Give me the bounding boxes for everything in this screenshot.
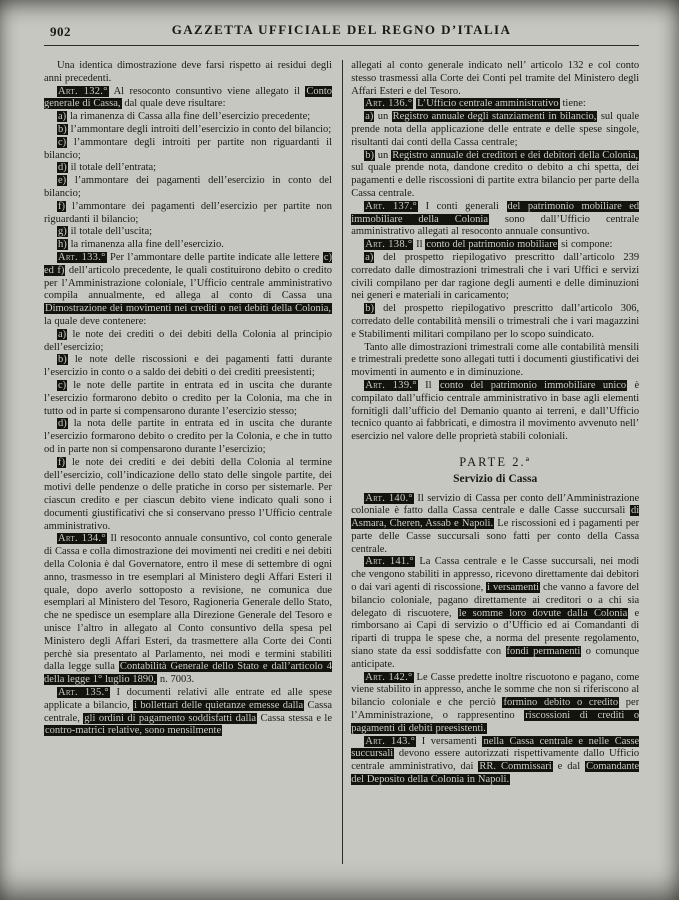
text-run: Il xyxy=(417,379,439,391)
inverted-text-run: Art. 135.° xyxy=(58,687,109,699)
inverted-text-run: a) xyxy=(58,111,67,123)
text-run: sul quale prende nota, dandone credito o debito a chi spetta, dei pagamenti e delle riscossioni di partite extra bilancio per parte della Cassa centrale. xyxy=(351,162,640,199)
text-run: PARTE 2.ª xyxy=(459,454,532,469)
text-run: Le riscossioni ed i pagamenti per parte delle Casse succursali sono fatti per conto della Cassa centrale. xyxy=(351,518,640,555)
inverted-text-run: Dimostrazione dei movimenti nei crediti o nei debiti della Colonia, xyxy=(45,303,331,315)
inverted-text-run: Art. 138.° xyxy=(365,239,413,251)
text-run: tiene: xyxy=(559,98,586,110)
text-run: Cassa stessa e le xyxy=(257,712,332,724)
text-run: sul quale prende nota della applicazione delle entrate e delle spese singole, risultanti dai conti della Cassa centrale; xyxy=(351,111,640,148)
text-paragraph xyxy=(351,380,639,444)
text-run: Il servizio di Cassa per conto dell’Amministrazione coloniale è fatto dalla Cassa centrale e dalle Casse succursali xyxy=(351,492,640,517)
text-paragraph xyxy=(351,342,639,380)
text-run: il totale dell’uscita; xyxy=(67,226,153,238)
inverted-text-run: Contabilità Generale dello Stato e dall’articolo 4 della legge 1° luglio 1890, xyxy=(44,661,332,686)
text-run: I conti generali xyxy=(418,200,507,212)
text-run: l’ammontare degli introiti per partite non riguardanti il bilancio; xyxy=(44,136,332,161)
inverted-text-run: riscossioni di crediti o pagamenti di debiti preesistenti. xyxy=(351,710,640,734)
inverted-text-run: Art. 140.° xyxy=(365,492,413,504)
inverted-text-run: di Asmara, Cheren, Assab e Napoli. xyxy=(351,505,640,530)
text-paragraph xyxy=(44,239,332,252)
inverted-text-run: gli ordini di pagamento soddisfatti dalla xyxy=(84,712,257,724)
text-run: è compilato dall’ufficio centrale amministrativo in base agli elementi fornitigli dall’ufficio del Demanio quanto ai terreni, e dall’Ufficio tecnico quanto ai fabbricati, e dimostra il movimento avvenuto nell’ esercizio nel valore delle proprietà stabili coloniali. xyxy=(351,379,640,443)
text-run: per l’Amministrazione, o rappresentino xyxy=(351,697,640,722)
text-paragraph xyxy=(351,493,639,557)
text-run: Il xyxy=(413,239,426,251)
text-run: e dal xyxy=(552,761,586,773)
text-run: dell’articolo precedente, le quali costituirono debito o credito per l’Amministrazione coloniale, l’Ufficio centrale amministrativo compila annualmente, ed allega al conto di Cassa una xyxy=(44,264,332,302)
text-run: Servizio di Cassa xyxy=(453,472,538,485)
text-paragraph xyxy=(44,329,332,355)
text-run: Cassa centrale, xyxy=(44,699,332,724)
text-paragraph xyxy=(351,98,639,111)
text-paragraph xyxy=(44,86,332,112)
inverted-text-run: RR. Commissari xyxy=(479,761,552,773)
inverted-text-run: del patrimonio mobiliare ed immobiliare della Colonia xyxy=(351,200,640,225)
inverted-text-run: c) xyxy=(58,379,67,391)
text-run: allegati al conto generale indicato nell’ articolo 132 e col conto stesso trasmessi alla Corte dei Conti pel tramite del Ministero degli Affari Esteri e del Tesoro. xyxy=(351,60,640,97)
text-run: del prospetto riepilogativo prescritto dall’articolo 306, corredato delle contabilità mensili o trimestrali che i vari magazzini e Stabilimenti militari compilano per lo scopo suindicato. xyxy=(351,303,640,340)
text-paragraph xyxy=(44,252,332,329)
text-paragraph xyxy=(351,556,639,671)
inverted-text-run: b) xyxy=(365,149,374,161)
text-paragraph xyxy=(44,111,332,124)
text-run: dal quale deve risultare: xyxy=(121,98,226,110)
page-header xyxy=(44,22,639,54)
inverted-text-run: conto del patrimonio immobiliare unico xyxy=(439,379,627,391)
inverted-text-run: c) ed f) xyxy=(44,251,332,276)
text-run: Al resoconto consuntivo viene allegato il xyxy=(108,85,306,97)
text-paragraph xyxy=(351,672,639,736)
column-right xyxy=(351,60,639,864)
inverted-text-run: fondi permanenti xyxy=(506,646,581,658)
inverted-text-run: d) xyxy=(58,418,67,430)
text-run: l’ammontare degli introiti dell’esercizio in conto del bilancio; xyxy=(67,123,332,135)
text-run: la quale deve contenere: xyxy=(44,315,147,327)
inverted-text-run: Art. 133.° xyxy=(58,251,106,263)
text-run: I versamenti xyxy=(416,735,483,747)
text-paragraph xyxy=(44,201,332,227)
inverted-text-run: Art. 141.° xyxy=(365,556,414,568)
text-paragraph xyxy=(44,162,332,175)
column-left xyxy=(44,60,332,864)
text-run: l’ammontare dei pagamenti dell’esercizio in conto del bilancio; xyxy=(44,175,332,199)
text-run: le note delle partite in entrata ed in uscita che durante l’esercizio formarono debito o credito per la Colonia, ma che in tutto od in parte si compensarono durante l’esercizio stesso; xyxy=(44,379,332,417)
text-run: Per l’ammontare delle partite indicate alle lettere xyxy=(106,251,323,263)
inverted-text-run: le somme loro dovute dalla Colonia xyxy=(458,607,628,619)
inverted-text-run: a) xyxy=(58,328,67,340)
text-paragraph xyxy=(351,150,639,201)
text-paragraph xyxy=(351,111,639,149)
inverted-text-run: d) xyxy=(58,162,67,174)
page-number: 902 xyxy=(50,24,71,39)
inverted-text-run: f) xyxy=(58,456,65,468)
inverted-text-run: Art. 142.° xyxy=(365,671,413,683)
inverted-text-run: b) xyxy=(58,123,67,135)
text-paragraph xyxy=(351,736,639,787)
inverted-text-run: g) xyxy=(58,226,67,238)
text-run: il totale dell’entrata; xyxy=(67,162,157,174)
inverted-text-run: Comandante del Deposito della Colonia in Napoli. xyxy=(351,761,640,786)
text-columns xyxy=(44,60,641,864)
section-heading xyxy=(351,473,639,486)
inverted-text-run: formino debito o credito xyxy=(503,697,619,709)
text-run: che vanno a favore del bilancio coloniale, pagano direttamente ai creditori o a chi sia delegato di riscuotere, xyxy=(351,582,640,619)
text-paragraph xyxy=(44,533,332,687)
inverted-text-run: conto del patrimonio mobiliare xyxy=(426,239,558,251)
inverted-text-run: L’Ufficio centrale amministrativo xyxy=(417,98,559,110)
inverted-text-run: f) xyxy=(58,200,65,212)
inverted-text-run: Art. 132.° xyxy=(58,85,108,97)
inverted-text-run: Conto generale di Cassa, xyxy=(44,85,332,110)
inverted-text-run: Art. 139.° xyxy=(365,379,417,391)
text-paragraph xyxy=(351,201,639,239)
inverted-text-run: Registro annuale degli stanziamenti in bilancio, xyxy=(392,111,597,123)
inverted-text-run: i bollettari delle quietanze emesse dalla xyxy=(134,699,304,711)
inverted-text-run: Art. 134.° xyxy=(58,533,106,545)
inverted-text-run: a) xyxy=(365,111,374,123)
text-run: La Cassa centrale e le Casse succursali, nei modi che vengono stabiliti in appresso, ricevono direttamente dai debitori o dai vari agenti di riscossione, xyxy=(351,556,640,594)
text-run: del prospetto riepilogativo prescritto dall’articolo 239 corredato dalle dimostrazioni trimestrali che i vari Uffici e servizi civili compilano per dar ragione degli aumenti e delle diminuzioni nei generi e materiali in caricamento; xyxy=(351,251,640,302)
text-paragraph xyxy=(44,124,332,137)
inverted-text-run: Art. 136.° xyxy=(365,98,413,110)
text-run: la rimanenza alla fine dell’esercizio. xyxy=(67,239,224,251)
text-run: le note dei crediti o dei debiti della Colonia al principio dell’esercizio; xyxy=(44,328,332,353)
inverted-text-run: c) xyxy=(58,136,67,148)
text-run: n. 7003. xyxy=(157,674,195,686)
text-run: un xyxy=(374,111,392,123)
inverted-text-run: h) xyxy=(58,239,67,251)
inverted-text-run: nella Cassa centrale e nelle Casse succursali xyxy=(351,735,640,760)
text-run: Tanto alle dimostrazioni trimestrali come alle contabilità mensili e trimestrali predette sono allegati tutti i documenti giustificativi dei movimenti in aumento e in diminuzione. xyxy=(351,341,640,379)
text-run: si compone: xyxy=(558,239,613,251)
text-run: e rimborsano ai Capi di servizio o d’Ufficio ed ai Comandanti di riparti di truppa le spese che, a norma del presente regolamento, siano state da essi soddisfatte con xyxy=(351,607,640,658)
text-paragraph xyxy=(44,380,332,418)
inverted-text-run: e) xyxy=(58,175,67,187)
text-paragraph xyxy=(44,418,332,456)
text-paragraph xyxy=(44,60,332,86)
text-run: sono dall’Ufficio centrale amministrativo allegati al resoconto annuale consuntivo. xyxy=(351,213,640,238)
text-run: Le Casse predette inoltre riscuotono e pagano, come viene stabilito in appresso, anche le somme che non si riferiscono al bilancio coloniale e che perciò xyxy=(351,671,640,709)
text-run: Una identica dimostrazione deve farsi rispetto ai residui degli anni precedenti. xyxy=(44,60,332,84)
text-run: la rimanenza di Cassa alla fine dell’esercizio precedente; xyxy=(67,111,311,123)
text-paragraph xyxy=(44,687,332,738)
text-paragraph xyxy=(44,226,332,239)
header-rule xyxy=(44,45,639,46)
text-paragraph xyxy=(351,252,639,303)
masthead-title: GAZZETTA UFFICIALE DEL REGNO D’ITALIA xyxy=(171,22,512,37)
text-paragraph xyxy=(351,60,639,98)
inverted-text-run: Art. 143.° xyxy=(365,735,416,747)
text-paragraph xyxy=(44,137,332,163)
inverted-text-run: i versamenti xyxy=(487,582,540,594)
text-run: devono essere autorizzati rispettivamente dallo Ufficio centrale amministrativo, dai xyxy=(351,748,640,773)
text-paragraph xyxy=(44,354,332,380)
text-paragraph xyxy=(44,175,332,201)
text-run: I documenti relativi alle entrate ed alle spese applicate a bilancio, xyxy=(44,687,332,711)
inverted-text-run: Art. 137.° xyxy=(365,200,418,212)
text-run: l’ammontare dei pagamenti dell’esercizio per partite non riguardanti il bilancio; xyxy=(44,200,332,225)
text-run: Il resoconto annuale consuntivo, col conto generale di Cassa e colla dimostrazione dei movimenti nei crediti e nei debiti della Colonia è dal Governatore, entro il mese di settembre di ogni anno, trasmesso in tre esemplari al Ministero degli Affari Esteri il quale, dopo averlo sottoposto a revisione, ne comunica due esemplari al Ministero del Tesoro, Ragioneria Generale dello Stato, che ne spedisce un esemplare alla Direzione Generale del Tesoro e unisce l’altro in allegato al Conto consuntivo della spesa pel Ministero degli Affari Esteri, da trasmettere alla Corte dei Conti perchè sia presentato al Parlamento, nei modi e termini stabiliti dalla legge sulla xyxy=(44,533,332,673)
inverted-text-run: contro-matrici relative, sono mensilmente xyxy=(45,725,222,737)
inverted-text-run: b) xyxy=(365,303,374,315)
text-run: le note delle riscossioni e dei pagamenti fatti durante l’esercizio in conto o a saldo dei debiti o dei crediti preesistenti; xyxy=(44,354,332,379)
text-run: le note dei crediti e dei debiti della Colonia al termine dell’esercizio, coll’indicazione dello stato delle singole partite, dei motivi delle pendenze o delle pratiche in corso per sistemarle. Per ciascun credito e per ciascun debito viene indicato quali sono i documenti giustificativi che si conservano presso l’Ufficio centrale amministrativo. xyxy=(44,456,332,532)
column-divider xyxy=(342,60,343,864)
inverted-text-run: a) xyxy=(365,251,374,263)
text-run: un xyxy=(374,149,392,161)
text-run: o comunque anticipate. xyxy=(351,646,640,670)
inverted-text-run: Registro annuale dei creditori e dei debitori della Colonia, xyxy=(392,149,639,161)
text-paragraph xyxy=(351,303,639,341)
part-heading xyxy=(351,456,639,469)
text-run: la nota delle partite in entrata ed in uscita che durante l’esercizio formarono debito o credito per la Colonia, e che in tutto od in parte non si compensarono durante l’esercizio; xyxy=(44,418,332,455)
inverted-text-run: b) xyxy=(58,354,67,366)
text-paragraph xyxy=(351,239,639,252)
text-paragraph xyxy=(44,457,332,534)
